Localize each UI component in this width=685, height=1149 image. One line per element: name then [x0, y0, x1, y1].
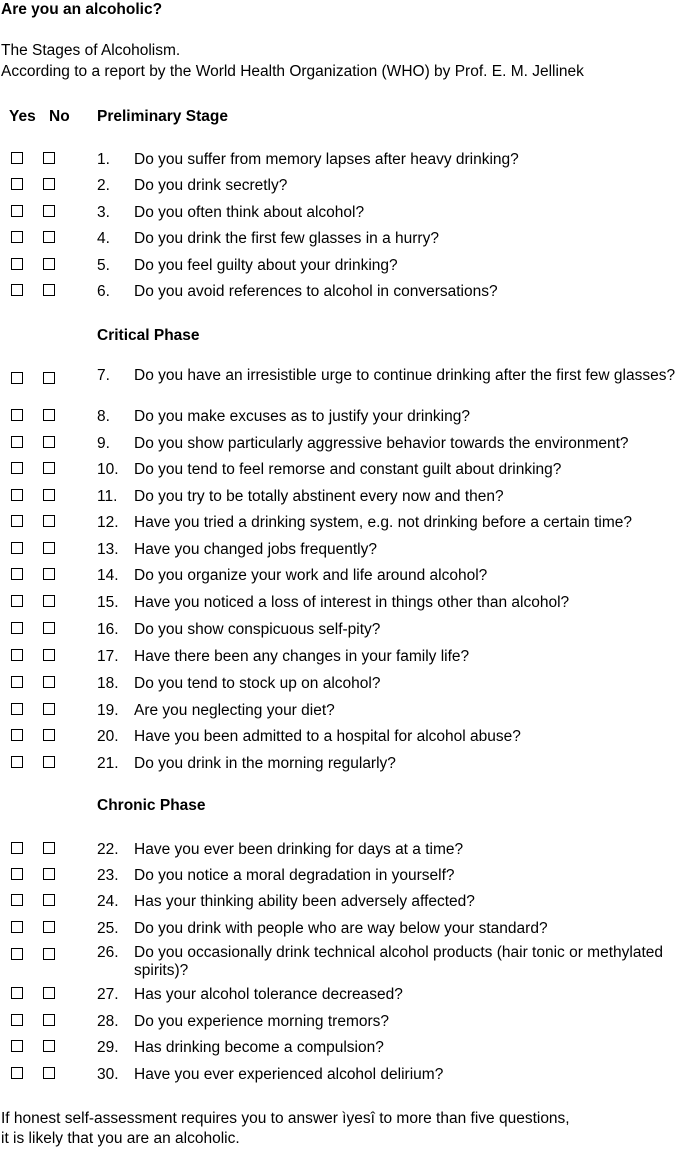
yes-checkbox[interactable] [11, 868, 23, 880]
yes-checkbox[interactable] [11, 676, 23, 688]
yes-checkbox[interactable] [11, 258, 23, 270]
question-number: 16. [97, 621, 119, 638]
question-text: Do you show conspicuous self-pity? [134, 621, 381, 638]
yes-checkbox[interactable] [11, 205, 23, 217]
question-number: 27. [97, 986, 119, 1003]
page-title: Are you an alcoholic? [1, 1, 163, 18]
yes-checkbox[interactable] [11, 515, 23, 527]
yes-checkbox[interactable] [11, 284, 23, 296]
question-text: Do you avoid references to alcohol in conversations? [134, 283, 498, 300]
question-text: Has your alcohol tolerance decreased? [134, 986, 403, 1003]
section-title-preliminary: Preliminary Stage [97, 108, 228, 125]
question-number: 18. [97, 675, 119, 692]
no-checkbox[interactable] [43, 622, 55, 634]
subtitle [1, 40, 584, 82]
yes-checkbox[interactable] [11, 987, 23, 999]
yes-checkbox[interactable] [11, 178, 23, 190]
yes-checkbox[interactable] [11, 756, 23, 768]
no-checkbox[interactable] [43, 649, 55, 661]
yes-checkbox[interactable] [11, 622, 23, 634]
subtitle-line: According to a report by the World Health Organization (WHO) by Prof. E. M. Jellinek [1, 63, 584, 80]
question-text: Do you notice a moral degradation in yourself? [134, 867, 455, 884]
question-text: Do you often think about alcohol? [134, 204, 365, 221]
no-column-header: No [49, 108, 70, 125]
yes-checkbox[interactable] [11, 729, 23, 741]
yes-checkbox[interactable] [11, 921, 23, 933]
question-text: Do you show particularly aggressive behavior towards the environment? [134, 435, 629, 452]
question-number: 20. [97, 728, 119, 745]
no-checkbox[interactable] [43, 987, 55, 999]
section-title-chronic: Chronic Phase [97, 797, 206, 814]
question-text: Has your thinking ability been adversely affected? [134, 893, 475, 910]
question-number: 29. [97, 1039, 119, 1056]
yes-checkbox[interactable] [11, 1067, 23, 1079]
no-checkbox[interactable] [43, 409, 55, 421]
question-text: Do you feel guilty about your drinking? [134, 257, 398, 274]
question-text: Do you have an irresistible urge to continue drinking after the first few glasses? [134, 367, 676, 384]
question-number: 9. [97, 435, 110, 452]
question-number: 3. [97, 204, 110, 221]
no-checkbox[interactable] [43, 703, 55, 715]
question-text: Do you drink the first few glasses in a hurry? [134, 230, 439, 247]
question-text: Do you try to be totally abstinent every now and then? [134, 488, 504, 505]
no-checkbox[interactable] [43, 436, 55, 448]
yes-checkbox[interactable] [11, 231, 23, 243]
question-number: 4. [97, 230, 110, 247]
question-text: Have you noticed a loss of interest in things other than alcohol? [134, 594, 570, 611]
yes-checkbox[interactable] [11, 595, 23, 607]
no-checkbox[interactable] [43, 258, 55, 270]
question-number: 15. [97, 594, 119, 611]
question-text: Do you tend to stock up on alcohol? [134, 675, 381, 692]
no-checkbox[interactable] [43, 152, 55, 164]
question-number: 14. [97, 567, 119, 584]
question-text: Have you ever been drinking for days at a time? [134, 841, 464, 858]
no-checkbox[interactable] [43, 948, 55, 960]
no-checkbox[interactable] [43, 231, 55, 243]
no-checkbox[interactable] [43, 595, 55, 607]
question-text: Have you been admitted to a hospital for alcohol abuse? [134, 728, 521, 745]
no-checkbox[interactable] [43, 1014, 55, 1026]
question-text: Do you experience morning tremors? [134, 1013, 390, 1030]
no-checkbox[interactable] [43, 489, 55, 501]
footer-line: it is likely that you are an alcoholic. [1, 1130, 240, 1147]
question-text: Do you tend to feel remorse and constant guilt about drinking? [134, 461, 562, 478]
question-number: 21. [97, 755, 119, 772]
question-number: 8. [97, 408, 110, 425]
yes-checkbox[interactable] [11, 489, 23, 501]
yes-checkbox[interactable] [11, 703, 23, 715]
no-checkbox[interactable] [43, 178, 55, 190]
question-text: Do you occasionally drink technical alcohol products (hair tonic or methylated spirits)? [134, 944, 663, 979]
question-text: Have you changed jobs frequently? [134, 541, 377, 558]
no-checkbox[interactable] [43, 1040, 55, 1052]
yes-checkbox[interactable] [11, 436, 23, 448]
question-number: 26. [97, 944, 119, 961]
question-text: Have there been any changes in your family life? [134, 648, 470, 665]
no-checkbox[interactable] [43, 676, 55, 688]
question-text: Do you make excuses as to justify your drinking? [134, 408, 470, 425]
question-text: Do you drink in the morning regularly? [134, 755, 396, 772]
question-text: Do you suffer from memory lapses after heavy drinking? [134, 151, 519, 168]
question-text: Do you drink secretly? [134, 177, 288, 194]
question-number: 23. [97, 867, 119, 884]
question-number: 25. [97, 920, 119, 937]
no-checkbox[interactable] [43, 894, 55, 906]
no-checkbox[interactable] [43, 842, 55, 854]
no-checkbox[interactable] [43, 756, 55, 768]
question-number: 7. [97, 367, 110, 384]
yes-checkbox[interactable] [11, 1014, 23, 1026]
question-text: Have you ever experienced alcohol delirium? [134, 1066, 444, 1083]
question-number: 30. [97, 1066, 119, 1083]
question-number: 1. [97, 151, 110, 168]
yes-checkbox[interactable] [11, 409, 23, 421]
no-checkbox[interactable] [43, 284, 55, 296]
question-text: Has drinking become a compulsion? [134, 1039, 384, 1056]
question-number: 22. [97, 841, 119, 858]
question-number: 24. [97, 893, 119, 910]
yes-checkbox[interactable] [11, 894, 23, 906]
no-checkbox[interactable] [43, 205, 55, 217]
yes-checkbox[interactable] [11, 568, 23, 580]
no-checkbox[interactable] [43, 515, 55, 527]
question-number: 2. [97, 177, 110, 194]
no-checkbox[interactable] [43, 372, 55, 384]
no-checkbox[interactable] [43, 729, 55, 741]
yes-checkbox[interactable] [11, 948, 23, 960]
section-title-critical: Critical Phase [97, 327, 200, 344]
yes-checkbox[interactable] [11, 542, 23, 554]
question-number: 5. [97, 257, 110, 274]
question-text: Do you organize your work and life around alcohol? [134, 567, 488, 584]
yes-checkbox[interactable] [11, 372, 23, 384]
no-checkbox[interactable] [43, 542, 55, 554]
yes-checkbox[interactable] [11, 842, 23, 854]
no-checkbox[interactable] [43, 568, 55, 580]
question-text: Do you drink with people who are way below your standard? [134, 920, 548, 937]
footer-line: If honest self-assessment requires you to answer ìyesî to more than five questions, [1, 1110, 570, 1127]
question-number: 6. [97, 283, 110, 300]
no-checkbox[interactable] [43, 868, 55, 880]
subtitle-line: The Stages of Alcoholism. [1, 42, 181, 59]
question-text: Are you neglecting your diet? [134, 702, 335, 719]
yes-column-header: Yes [9, 108, 36, 125]
question-number: 19. [97, 702, 119, 719]
yes-checkbox[interactable] [11, 152, 23, 164]
footer-note [1, 1109, 570, 1149]
yes-checkbox[interactable] [11, 649, 23, 661]
no-checkbox[interactable] [43, 1067, 55, 1079]
no-checkbox[interactable] [43, 462, 55, 474]
question-number: 28. [97, 1013, 119, 1030]
question-number: 11. [97, 488, 118, 505]
question-number: 13. [97, 541, 119, 558]
yes-checkbox[interactable] [11, 1040, 23, 1052]
question-number: 17. [97, 648, 119, 665]
yes-checkbox[interactable] [11, 462, 23, 474]
question-number: 12. [97, 514, 119, 531]
question-text: Have you tried a drinking system, e.g. not drinking before a certain time? [134, 514, 632, 531]
no-checkbox[interactable] [43, 921, 55, 933]
question-number: 10. [97, 461, 119, 478]
